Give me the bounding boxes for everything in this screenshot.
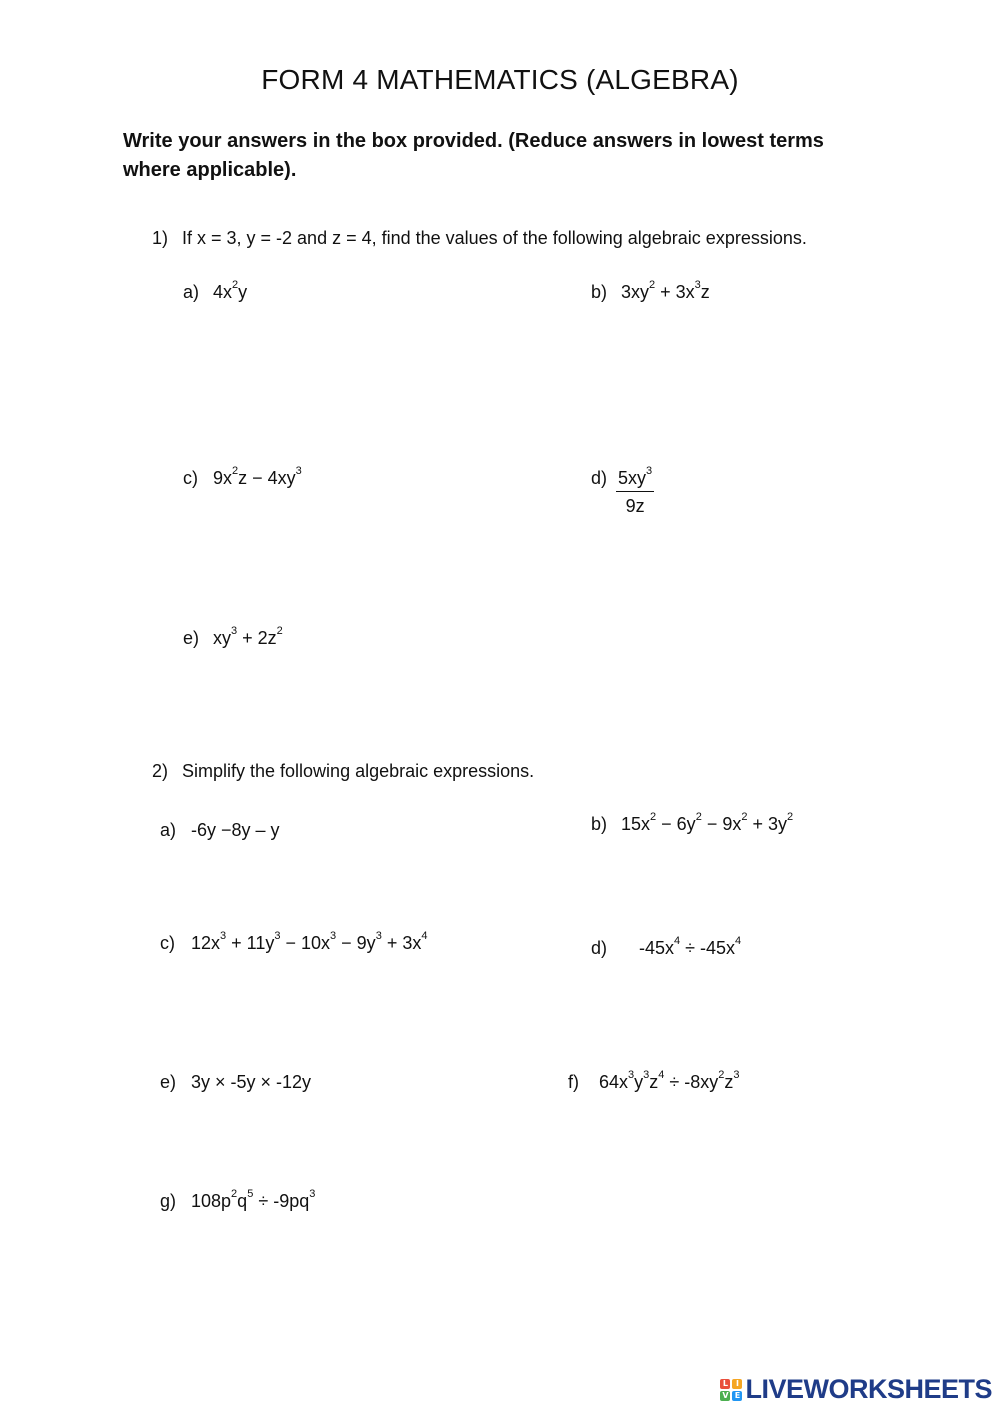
q1-item-b-expression: $3xy^2 + 3x^3z$ <box>621 279 710 302</box>
q2-item-f-label: f) <box>568 1072 579 1092</box>
logo-blocks-icon <box>720 1379 742 1401</box>
q2-item-g <box>160 1188 316 1212</box>
question-2 <box>152 761 534 782</box>
question-1 <box>152 228 807 249</box>
q2-item-g-expression: $108p^2q^5 \div -9pq^3$ <box>191 1188 316 1211</box>
q2-item-b-expression: $15x^2 - 6y^2 - 9x^2 + 3y^2$ <box>621 811 794 834</box>
q1-item-d-fraction <box>616 465 654 517</box>
q2-item-e <box>160 1072 311 1093</box>
q1-item-c-label: c) <box>183 468 198 488</box>
q2-item-c-expression: $12x^3 + 11y^3 - 10x^3 - 9y^3 + 3x^4$ <box>191 930 428 953</box>
q2-item-b-label: b) <box>591 814 608 834</box>
q1-item-e-label: e) <box>183 628 200 648</box>
q1-item-d-numerator: $5xy^3$ <box>616 468 654 492</box>
q2-item-e-label: e) <box>160 1072 177 1092</box>
q2-item-b <box>591 811 794 835</box>
logo-block-i: I <box>732 1379 742 1389</box>
logo-block-e: E <box>732 1391 742 1401</box>
q1-item-d-label: d) <box>591 468 608 488</box>
q1-item-c <box>183 465 302 489</box>
page-title: FORM 4 MATHEMATICS (ALGEBRA) <box>261 64 739 95</box>
q2-item-d <box>591 935 742 959</box>
logo-text: LIVEWORKSHEETS <box>745 1374 992 1404</box>
q2-item-a <box>160 820 280 841</box>
logo-block-l: L <box>720 1379 730 1389</box>
q1-item-a-label: a) <box>183 282 200 302</box>
q2-item-d-expression: $-45x^4 \div -45x^4$ <box>639 935 742 958</box>
q2-item-c-label: c) <box>160 933 175 953</box>
question-2-number: 2) <box>152 761 169 781</box>
question-1-number: 1) <box>152 228 169 248</box>
q2-item-a-expression: -6y −8y – y <box>191 820 280 840</box>
q2-item-c <box>160 930 428 954</box>
q1-item-d-denominator: 9z <box>625 496 645 516</box>
q1-item-a <box>183 279 248 303</box>
q1-item-c-expression: $9x^2z - 4xy^3$ <box>213 465 302 488</box>
question-2-text: Simplify the following algebraic expressions. <box>182 761 535 781</box>
logo-block-v: V <box>722 1390 729 1400</box>
liveworksheets-logo <box>720 1374 992 1405</box>
q2-item-a-label: a) <box>160 820 177 840</box>
q1-item-a-expression: $4x^2y$ <box>213 279 248 302</box>
q2-item-f <box>568 1069 740 1093</box>
q2-item-f-expression: $64x^3y^3z^4 \div -8xy^2z^3$ <box>599 1069 740 1092</box>
q1-item-e-expression: $xy^3 + 2z^2$ <box>213 625 283 648</box>
q2-item-g-label: g) <box>160 1191 177 1211</box>
instructions: Write your answers in the box provided. (Reduce answers in lowest terms where applicable). <box>123 130 824 181</box>
q1-item-e <box>183 625 283 649</box>
q1-item-d <box>591 465 654 517</box>
q2-item-e-expression: 3y × -5y × -12y <box>191 1072 312 1092</box>
q2-item-d-label: d) <box>591 938 608 958</box>
q1-item-b <box>591 279 710 303</box>
q1-item-b-label: b) <box>591 282 608 302</box>
question-1-text: If x = 3, y = -2 and z = 4, find the values of the following algebraic expressions. <box>182 228 807 248</box>
